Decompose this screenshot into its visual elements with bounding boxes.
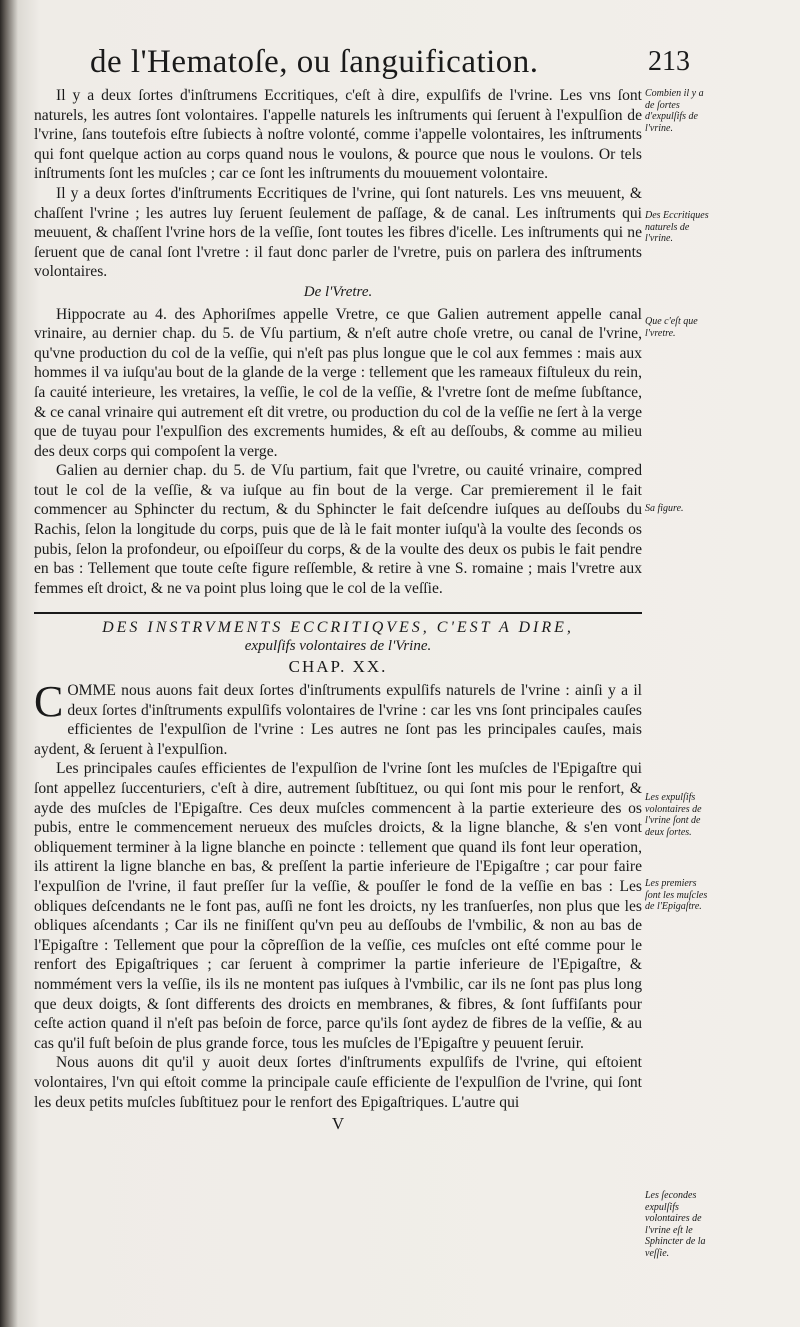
page-number: 213 (648, 46, 690, 77)
margin-note: Les ſecondes expulſifs volontaires de l'vrine eſt le Sphincter de la veſſie. (645, 1190, 706, 1259)
paragraph: Galien au dernier chap. du 5. de Vſu partium, fait que l'vretre, ou cauité vrinaire, compred tout le col de la veſſie, & va iuſque au fin bout de la verge. Car premierement il le fait commencer au Sphincter du rectum, & du Sphincter le fait deſcendre iuſques au deſſoubs du Rachis, ſelon la longitude du corps, puis que de là le fait monter iuſqu'à la voulte des ſeconds os pubis, ſelon la profondeur, ou eſpoiſſeur du corps, & de la voulte des deux os pubis le fait pendre en bas : Tellement que toute ceſte figure reſſemble, & retire à vne S. romaine ; mais l'vretre aux femmes eſt droict, & ne va point plus loing que le col de la veſſie. (34, 462, 642, 597)
paragraph: Il y a deux ſortes d'inſtruments Eccritiques de l'vrine, qui ſont naturels. Les vns meuuent, & chaſſent l'vrine ; les autres luy ſeruent ſeulement de paſſage, & de canal. Les inſtruments qui meuuent, & chaſſent l'vrine hors de la veſſie, ſont toutes les fibres d'icelle. Les inſtruments qui ne ſeruent que de canal ſont l'vretre : il faut donc parler de l'vretre, puis on parlera des inſtruments volontaires. (34, 184, 642, 281)
margin-note: Les expulſifs volontaires de l'vrine ſont de deux ſortes. (645, 792, 702, 838)
margin-note: Que c'eſt que l'vretre. (645, 316, 698, 339)
main-text-column (34, 86, 642, 1134)
chapter-subtitle: expulſifs volontaires de l'Vrine. (244, 638, 432, 655)
chapter-number: CHAP. XX. (288, 657, 388, 677)
paragraph-text: OMME nous auons fait deux ſortes d'inſtruments expulſifs naturels de l'vrine : ainſi y a il deux ſortes d'inſtruments expulſifs volontaires de l'vrine : car les vns ſont principales cauſes efficientes de l'expulſion de l'vrine : Les autres ne ſont pas les principales cauſes, mais aydent, & ſeruent à l'expulſion. (34, 682, 642, 758)
paragraph (34, 677, 642, 759)
margin-note: Combien il y a de ſortes d'expulſifs de l'vrine. (645, 88, 704, 134)
running-title: de l'Hematoſe, ou ſanguification. (90, 44, 539, 80)
paragraph: Les principales cauſes efficientes de l'expulſion de l'vrine ſont les muſcles de l'Epigaſtre qui ſont appellez ſuccenturiers, c'eſt à dire, autrement ſubſtituez, ou qui ſont mis pour le renfort, & ayde des muſcles de l'Epigaſtre. Ces deux muſcles commencent à la partie exterieure des os pubis, entre le commencement nerueux des muſcles droicts, & la ligne blanche, & s'en vont obliquement terminer à la ligne blanche en poincte : tellement que quand ils font leur operation, ils attirent la ligne blanche en bas, & preſſent la partie inferieure de l'Epigaſtre ; car pour faire l'expulſion de l'vrine, il faut preſſer ſur la veſſie, & pouſſer le fond de la veſſie en bas : Les obliques deſcendants ne le font pas, auſſi ne font les droicts, ny les tranſuerſes, non plus que les obliques aſcendants ; Car ils ne finiſſent qu'vn peu au deſſoubs de l'vmbilic, & non au bas de l'Epigaſtre : Tellement que pour la cõpreſſion de la veſſie, ces muſcles ont eſté comme pour le renfort des Epigaſtriques ; car ſeruent à comprimer la partie inferieure de l'Epigaſtre, & nommément vers la veſſie, ils ils ne montent pas iuſques à l'vmbilic, car ils ne ſont pas plus long que deux doigts, & ſont differents des droicts en membranes, & fibres, & ſont ſuffiſants pour ceſte action quand il n'eſt pas beſoin de force, parce qu'ils ſont aydez de fibres de la veſſie, & au cas qu'il fuſt beſoin de plus grande force, tous les muſcles de l'Epigaſtre y peuuent ſeruir. (34, 760, 642, 1052)
chapter-title: DES INSTRVMENTS ECCRITIQVES, C'EST A DIRE, (102, 619, 574, 637)
margin-note: Sa figure. (645, 503, 684, 514)
paragraph: Nous auons dit qu'il y auoit deux ſortes d'inſtruments expulſifs de l'vrine, qui eſtoient volontaires, l'vn qui eſtoit comme la principale cauſe efficiente de l'expulſion de l'vrine, qui ſont les deux petits muſcles ſubſtituez pour le renfort des Epigaſtriques. L'autre qui (34, 1054, 642, 1111)
page-header (90, 44, 690, 84)
paragraph: Il y a deux ſortes d'inſtrumens Eccritiques, c'eſt à dire, expulſifs de l'vrine. Les vns ſont naturels, les autres ſont volontaires. I'appelle naturels les inſtruments qui ſeruent à l'expulſion de l'vrine, ſans toutefois eſtre ſubiects à noſtre volonté, comme i'appelle volontaires, les inſtruments qui font quelque action au corps quand nous le voulons, & pource que nous le voulons. Or tels inſtruments ſont les muſcles ; car ce ſont les inſtruments du mouuement volontaire. (34, 87, 642, 183)
chapter-divider (34, 612, 642, 614)
section-subheading: De l'Vretre. (303, 283, 373, 300)
signature-mark: V (331, 1114, 345, 1134)
margin-note: Des Eccritiques naturels de l'vrine. (645, 210, 709, 244)
paragraph: Hippocrate au 4. des Aphoriſmes appelle Vretre, ce que Galien autrement appelle canal vrinaire, au dernier chap. du 5. de Vſu partium, & n'eſt autre choſe vretre, ou canal de l'vrine, qu'vne production du col de la veſſie, qui n'eſt pas plus longue que le col aux femmes : mais aux hommes il va iuſqu'au bout de la glande de la verge : tellement que les rameaux fiſtuleux du rein, ſa cauité interieure, les vretaires, la veſſie, le col de la veſſie, & l'vretre ſont de meſme ſubſtance, & ce canal vrinaire qui autrement eſt dit vretre, ou production du col de la veſſie ne ſert à la verge que de tuyau pour l'expulſion des excrements humides, & eſt au deſſoubs, & comme au milieu des deux corps qui compoſent la verge. (34, 305, 642, 460)
drop-cap: C (34, 677, 64, 727)
margin-note: Les premiers ſont les muſcles de l'Epigaſtre. (645, 878, 708, 912)
